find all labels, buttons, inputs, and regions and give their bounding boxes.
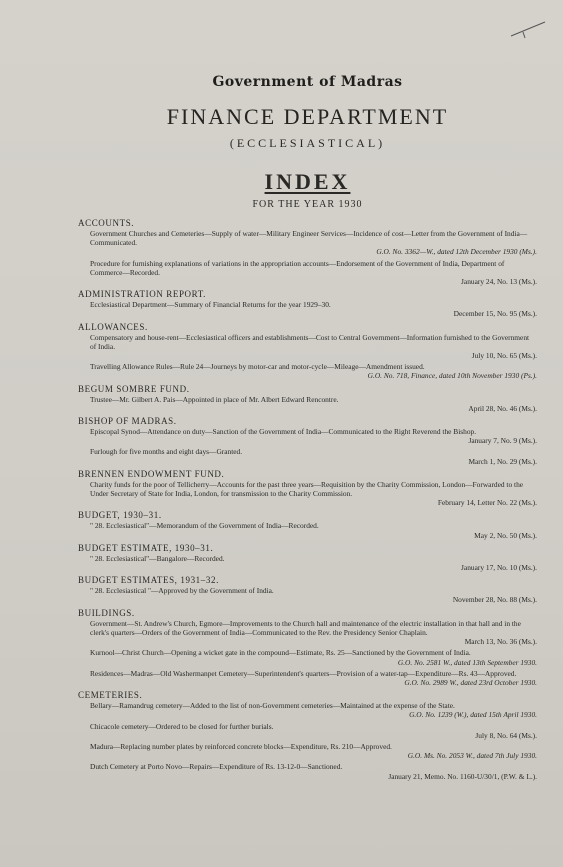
entry-reference: May 2, No. 50 (Ms.). — [474, 530, 537, 540]
index-entry — [78, 722, 537, 740]
section-heading: ALLOWANCES. — [78, 321, 148, 332]
index-entry — [78, 554, 537, 572]
index-entry — [78, 521, 537, 539]
index-entry — [78, 229, 537, 257]
pencil-mark — [509, 18, 549, 40]
section-heading: BUDGET, 1930–31. — [78, 510, 162, 521]
index-title: INDEX — [264, 169, 351, 194]
index-entry — [78, 701, 537, 719]
index-section — [78, 416, 537, 466]
index-entry — [78, 447, 537, 465]
entry-reference: G.O. No. 2989 W., dated 23rd October 1930. — [404, 677, 537, 687]
index-entry — [78, 669, 537, 687]
entry-reference: April 28, No. 46 (Ms.). — [468, 403, 537, 413]
entry-text: Chicacole cemetery—Ordered to be closed for further burials. — [90, 721, 274, 731]
index-entry — [78, 762, 537, 780]
index-section — [78, 510, 537, 539]
entry-reference: December 15, No. 95 (Ms.). — [453, 309, 537, 319]
entry-text: Procedure for furnishing explanations of variations in the appropriation accounts—Endorsement of the Government of India, Department of Commerce—Recorded. — [90, 258, 505, 277]
index-entry — [78, 619, 537, 647]
index-entry — [78, 427, 537, 445]
entry-text: " 28. Ecclesiastical"—Bangalore—Recorded. — [90, 553, 225, 563]
entry-reference: July 10, No. 65 (Ms.). — [471, 351, 537, 361]
entry-reference: G.O. Ms. No. 2053 W., dated 7th July 1930. — [407, 751, 537, 761]
entry-text: Dutch Cemetery at Porto Novo—Repairs—Expenditure of Rs. 13-12-0—Sanctioned. — [90, 762, 343, 772]
government-heading: Government of Madras — [212, 74, 403, 90]
entry-text: Charity funds for the poor of Tellicherry—Accounts for the past three years—Requisition by the Charity Commission, London—Forwarded to the Under Secretary of State for India, London, for transmission to the Charity Commission. — [90, 479, 524, 499]
entry-reference: January 24, No. 13 (Ms.). — [461, 277, 537, 287]
entry-reference: November 28, No. 88 (Ms.). — [452, 595, 537, 605]
year-line: FOR THE YEAR 1930 — [252, 199, 363, 210]
index-section — [78, 289, 537, 318]
entry-text: Kurnool—Christ Church—Opening a wicket gate in the compound—Estimate, Rs. 25—Sanctioned by the Government of India. — [90, 648, 471, 658]
index-section — [78, 384, 537, 413]
entry-text: Government Churches and Cemeteries—Supply of water—Military Engineer Services—Incidence of cost—Letter from the Government of India—Communicated. — [90, 229, 528, 248]
index-sections — [78, 218, 537, 781]
index-entry — [78, 300, 537, 318]
entry-text: Residences—Madras—Old Washermanpet Cemetery—Superintendent's quarters—Provision of a water-tap—Expenditure—Rs. 43—Approved. — [90, 668, 517, 678]
section-heading: BISHOP OF MADRAS. — [78, 416, 177, 427]
entry-reference: G.O. No. 718, Finance, dated 10th November 1930 (Ps.). — [367, 371, 537, 381]
entry-reference: G.O. No. 2581 W., dated 13th September 1930. — [397, 657, 537, 667]
index-entry — [78, 362, 537, 380]
entry-text: Madura—Replacing number plates by reinforced concrete blocks—Expenditure, Rs. 210—Approved. — [90, 741, 392, 751]
section-heading: BUILDINGS. — [78, 607, 135, 618]
entry-reference: January 17, No. 10 (Ms.). — [461, 563, 537, 573]
department-title: FINANCE DEPARTMENT — [166, 104, 449, 129]
index-section — [78, 543, 537, 572]
section-heading: BRENNEN ENDOWMENT FUND. — [78, 468, 225, 479]
index-entry — [78, 333, 537, 361]
index-entry — [78, 742, 537, 760]
section-heading: BUDGET ESTIMATE, 1930–31. — [78, 542, 214, 553]
entry-text: Ecclesiastical Department—Summary of Financial Returns for the year 1929–30. — [90, 300, 331, 310]
entry-reference: March 1, No. 29 (Ms.). — [468, 456, 537, 466]
entry-text: " 28. Ecclesiastical"—Memorandum of the Government of India—Recorded. — [90, 521, 319, 531]
department-subtitle: (ECCLESIASTICAL) — [229, 136, 386, 150]
index-section — [78, 322, 537, 381]
entry-text: Episcopal Synod—Attendance on duty—Sanction of the Government of India—Communicated to the Right Reverend the Bishop. — [90, 427, 477, 437]
index-section — [78, 690, 537, 781]
entry-text: Compensatory and house-rent—Ecclesiastical officers and establishments—Cost to Central Government—Information furnished to the Government of India. — [90, 332, 530, 351]
index-entry — [78, 259, 537, 287]
section-heading: ADMINISTRATION REPORT. — [78, 289, 206, 300]
index-entry — [78, 648, 537, 666]
index-section — [78, 608, 537, 687]
index-entry — [78, 395, 537, 413]
entry-reference: January 21, Memo. No. 1160-U/30/1, (P.W. & L.). — [388, 771, 537, 781]
entry-text: Furlough for five months and eight days—Granted. — [90, 447, 243, 457]
entry-text: Government—St. Andrew's Church, Egmore—Improvements to the Church hall and maintenance of the electric installation in that hall and in the clerk's quarters—Orders of the Government of India—Communicated to the Rev. the Presidency Senior Chaplain. — [90, 618, 521, 637]
entry-text: Bellary—Ramandrug cemetery—Added to the list of non-Government cemeteries—Maintained at the expense of the State. — [90, 701, 455, 711]
index-entry — [78, 480, 537, 508]
section-heading: BUDGET ESTIMATES, 1931–32. — [78, 575, 219, 586]
index-section — [78, 218, 537, 286]
section-heading: ACCOUNTS. — [78, 218, 135, 228]
entry-reference: January 7, No. 9 (Ms.). — [468, 436, 537, 446]
entry-reference: July 8, No. 64 (Ms.). — [475, 730, 537, 740]
section-heading: BEGUM SOMBRE FUND. — [78, 383, 190, 394]
entry-reference: G.O. No. 3362—W., dated 12th December 1930 (Ms.). — [376, 247, 537, 257]
entry-text: Trustee—Mr. Gilbert A. Pais—Appointed in place of Mr. Albert Edward Rencontre. — [90, 394, 339, 404]
index-entry — [78, 586, 537, 604]
index-section — [78, 575, 537, 604]
entry-reference: February 14, Letter No. 22 (Ms.). — [437, 498, 537, 508]
entry-text: " 28. Ecclesiastical "—Approved by the Government of India. — [90, 586, 274, 596]
index-section — [78, 469, 537, 508]
entry-reference: G.O. No. 1239 (W.), dated 15th April 1930. — [409, 710, 537, 720]
section-heading: CEMETERIES. — [78, 690, 143, 701]
entry-reference: March 13, No. 36 (Ms.). — [464, 637, 537, 647]
entry-text: Travelling Allowance Rules—Rule 24—Journeys by motor-car and motor-cycle—Mileage—Amendment issued. — [90, 362, 425, 372]
